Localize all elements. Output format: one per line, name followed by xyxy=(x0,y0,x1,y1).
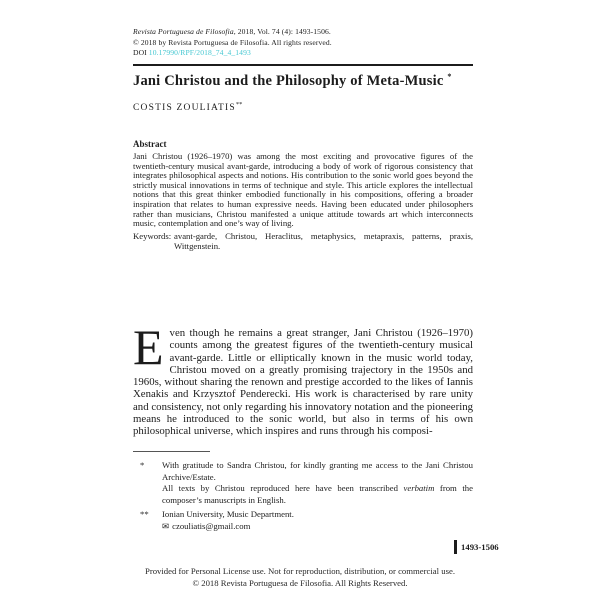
footnote-2-text xyxy=(162,509,473,532)
footnote-1 xyxy=(133,460,473,507)
footnotes-section xyxy=(133,460,473,534)
body-paragraph xyxy=(133,319,473,438)
page-range-badge: 1493-1506 xyxy=(454,540,501,554)
keywords-list: avant-garde, Christou, Heraclitus, metaphysics, metapraxis, patterns, praxis, Wittgenstein. xyxy=(174,231,473,251)
doi-link[interactable]: 10.17990/RPF/2018_74_4_1493 xyxy=(148,48,251,58)
footnote-2-marker: ** xyxy=(140,508,149,519)
journal-header xyxy=(133,27,473,59)
journal-citation-line xyxy=(133,27,473,38)
journal-issue-info: , 2018, Vol. 74 (4): 1493-1506. xyxy=(233,27,331,36)
abstract-text: Jani Christou (1926–1970) was among the most exciting and provocative figures of the twentieth-century musical avant-garde, introducing a body of work of rigorous consistency that integrates philosophical aspects and notions. His contribution to the sonic world goes beyond the strictly musical innovations in terms of technique and style. This article explores the intellectual notions that this great thinker embodied functionally in his compositions, offering a broader inspiration that relates to human expressive needs. Having been educated under philosophers rather than musicians, Christou manifested a unique attitude towards art which interconnects music, contemplation and one’s way of living. xyxy=(133,151,473,229)
doi-line xyxy=(133,48,473,59)
footnote-1-paragraph-2 xyxy=(162,483,473,506)
footnote-divider-rule xyxy=(133,451,210,452)
page-footer xyxy=(0,566,600,589)
journal-name: Revista Portuguesa de Filosofia xyxy=(133,27,234,36)
footer-copyright: © 2018 Revista Portuguesa de Filosofia. All Rights Reserved. xyxy=(192,577,408,588)
keywords-label: Keywords: xyxy=(133,231,172,241)
footnote-1-text xyxy=(162,460,473,507)
footnote-1-paragraph-1: With gratitude to Sandra Christou, for kindly granting me access to the Jani Christou Archive/Estate. xyxy=(162,460,473,482)
footnote-1-p2-italic: verbatim xyxy=(403,483,435,494)
license-notice: Provided for Personal License use. Not for reproduction, distribution, or commercial use. xyxy=(144,566,456,576)
footnote-2 xyxy=(133,509,473,532)
author-email-link[interactable]: czouliatis@gmail.com xyxy=(172,520,251,531)
author-email-line xyxy=(162,521,473,533)
header-divider-rule xyxy=(133,64,473,66)
article-title-text: Jani Christou and the Philosophy of Meta-Music xyxy=(133,72,444,89)
author-footnote-mark: ** xyxy=(235,101,243,108)
envelope-icon: ✉ xyxy=(162,520,170,531)
footnote-1-p2-pre: All texts by Christou reproduced here have been transcribed xyxy=(162,483,404,494)
author-name xyxy=(133,101,473,113)
body-paragraph-text: ven though he remains a great stranger, Jani Christou (1926–1970) counts among the greatest figures of the twentieth-century musical avant-garde. Little or elliptically known in the music world today, Christou moved on a greatly promising trajectory in the 1950s and 1960s, without sharing the renown and prestige accorded to the likes of Iannis Xenakis and Krzysztof Penderecki. His work is characterised by rare unity and consistency, not only regarding his innovatory notation and the pioneering means he introduced to the sonic world, but also in terms of his own philosophical universe, which inspires and runs through his composi- xyxy=(133,327,473,438)
author-affiliation: Ionian University, Music Department. xyxy=(162,508,294,519)
doi-label: DOI xyxy=(133,48,147,58)
keywords-row xyxy=(133,232,473,251)
footnote-1-marker: * xyxy=(140,460,145,470)
author-name-text: COSTIS ZOULIATIS xyxy=(133,103,236,114)
journal-copyright-line: © 2018 by Revista Portuguesa de Filosofia. All rights reserved. xyxy=(133,37,332,47)
page-title xyxy=(133,72,473,90)
title-footnote-mark: * xyxy=(447,72,452,81)
footnote-1-p2-post: from the composer’s manuscripts in English. xyxy=(162,483,473,506)
abstract-heading: Abstract xyxy=(133,139,167,149)
dropcap-letter: E xyxy=(133,319,164,375)
